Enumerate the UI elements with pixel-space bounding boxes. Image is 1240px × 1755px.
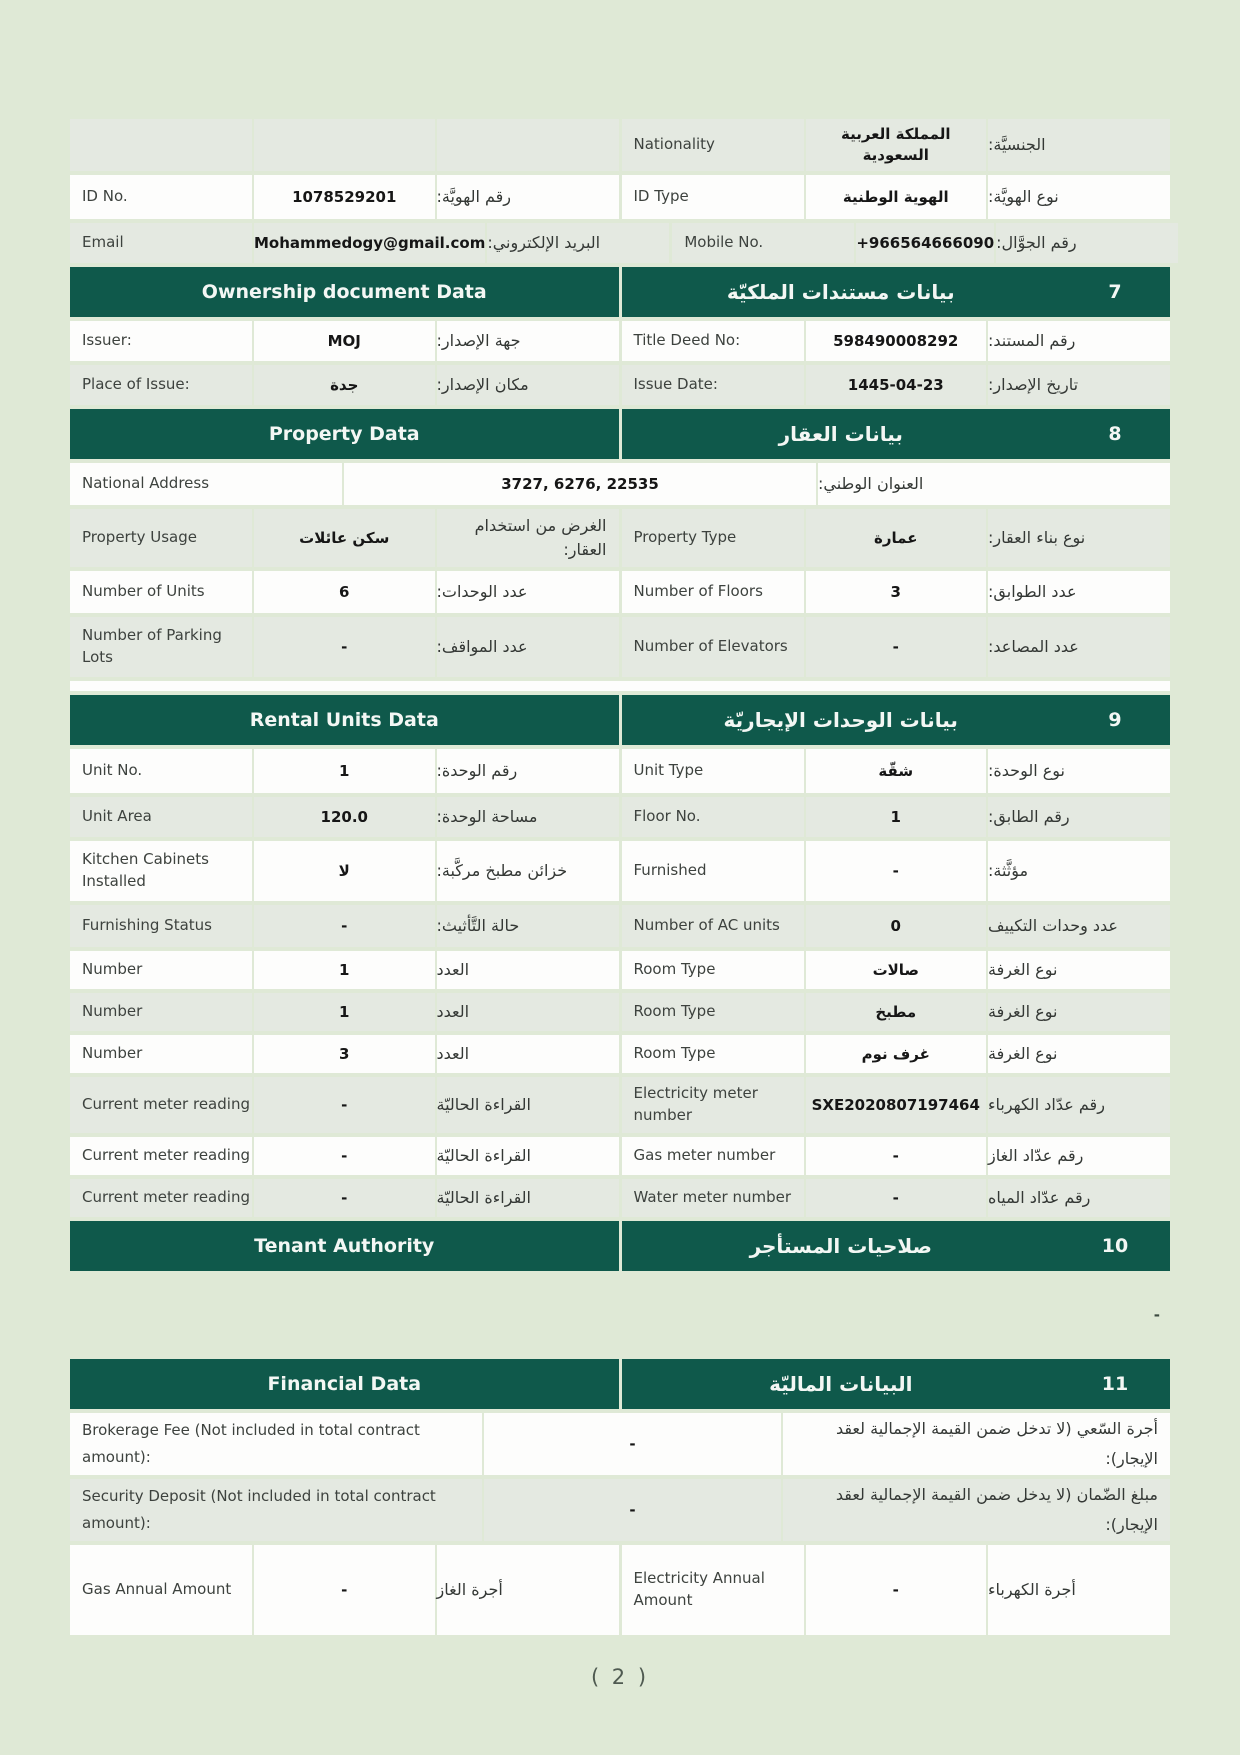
value: صالات <box>806 951 987 989</box>
label-en: Gas meter number <box>622 1137 804 1175</box>
section-title-en: Rental Units Data <box>249 709 439 731</box>
section-title-ar: بيانات العقار <box>778 422 903 446</box>
row-brokerage-fee <box>70 1413 1170 1475</box>
row-national-address <box>70 463 1170 505</box>
label-ar: الجنسيَّة: <box>988 119 1170 171</box>
value: - <box>254 1179 435 1217</box>
value: - <box>254 905 435 947</box>
row-room-kitchen <box>70 993 1170 1031</box>
label-en: Number of Parking Lots <box>70 617 252 677</box>
row-right-half <box>622 321 1171 361</box>
label-en: Nationality <box>622 119 804 171</box>
label-en: Brokerage Fee (Not included in total contract amount): <box>70 1413 482 1475</box>
section-header-left <box>70 409 619 459</box>
label-ar: العنوان الوطني: <box>818 463 1170 505</box>
value: - <box>254 1077 435 1133</box>
label-ar: رقم الطابق: <box>988 797 1170 837</box>
row-left-half <box>70 1137 619 1175</box>
section-title-ar: صلاحيات المستأجر <box>749 1234 932 1258</box>
label-ar: مؤثَّثة: <box>988 841 1170 901</box>
value: - <box>254 1137 435 1175</box>
row-id <box>70 175 1170 219</box>
label-ar: القراءة الحاليّة <box>437 1137 619 1175</box>
row-right-half <box>622 905 1171 947</box>
label-ar: رقم عدّاد المياه <box>988 1179 1170 1217</box>
label-en: Unit Area <box>70 797 252 837</box>
row-right-half <box>622 509 1171 567</box>
row-issuer <box>70 321 1170 361</box>
row-right-half <box>622 571 1171 613</box>
label-en: Issue Date: <box>622 365 804 405</box>
label-ar: القراءة الحاليّة <box>437 1179 619 1217</box>
section-number: 9 <box>1108 709 1122 731</box>
row-room-halls <box>70 951 1170 989</box>
row-right-half <box>622 1035 1171 1073</box>
label-en: Unit No. <box>70 749 252 793</box>
label-ar: عدد الطوابق: <box>988 571 1170 613</box>
row-left-half <box>70 1545 619 1635</box>
label-en: Property Usage <box>70 509 252 567</box>
value <box>254 119 435 171</box>
label-ar: الغرض من استخدام العقار: <box>437 509 619 567</box>
value: مطبخ <box>806 993 987 1031</box>
row-left-half <box>70 175 619 219</box>
row-left-half <box>70 365 619 405</box>
label-en: Water meter number <box>622 1179 804 1217</box>
section-header-financial <box>70 1359 1170 1409</box>
row-left-half <box>70 509 619 567</box>
row-left-half <box>70 1035 619 1073</box>
label-en: Room Type <box>622 1035 804 1073</box>
section-header-right <box>622 267 1171 317</box>
label-en: Furnished <box>622 841 804 901</box>
label-en: Email <box>70 223 252 263</box>
label-ar: أجرة الغاز <box>437 1545 619 1635</box>
row-right-half <box>622 365 1171 405</box>
value: لا <box>254 841 435 901</box>
value: - <box>806 1545 987 1635</box>
row-right-half <box>622 1077 1171 1133</box>
row-units-floors <box>70 571 1170 613</box>
label-ar: رقم المستند: <box>988 321 1170 361</box>
label-en: Room Type <box>622 951 804 989</box>
value: جدة <box>254 365 435 405</box>
section-header-rental-units <box>70 695 1170 745</box>
value: 1 <box>254 951 435 989</box>
label-ar: رقم الجوَّال: <box>996 223 1178 263</box>
value: شقّة <box>806 749 987 793</box>
label-ar: البريد الإلكتروني: <box>487 223 669 263</box>
value: 3 <box>806 571 987 613</box>
row-left-half <box>70 797 619 837</box>
section-header-left <box>70 1359 619 1409</box>
section-header-right <box>622 1221 1171 1271</box>
label-en: Place of Issue: <box>70 365 252 405</box>
label-ar: العدد <box>437 993 619 1031</box>
label-en: Security Deposit (Not included in total contract amount): <box>70 1479 482 1541</box>
value: - <box>806 617 987 677</box>
row-right-half <box>622 1137 1171 1175</box>
row-left-half <box>70 617 619 677</box>
label-ar: نوع الهويَّة: <box>988 175 1170 219</box>
section-header-left <box>70 1221 619 1271</box>
value: عمارة <box>806 509 987 567</box>
label-en: Floor No. <box>622 797 804 837</box>
row-gas-meter <box>70 1137 1170 1175</box>
section-header-left <box>70 695 619 745</box>
row-area-floor <box>70 797 1170 837</box>
label-en: Mobile No. <box>672 223 854 263</box>
section-title-en: Ownership document Data <box>201 281 487 303</box>
row-right-half <box>622 951 1171 989</box>
row-nationality <box>70 119 1170 171</box>
row-kitchen-furnished <box>70 841 1170 901</box>
section-header-tenant-authority <box>70 1221 1170 1271</box>
value: 1 <box>254 749 435 793</box>
row-furnishing-ac <box>70 905 1170 947</box>
value: - <box>806 1137 987 1175</box>
value: المملكة العربية السعودية <box>806 119 987 171</box>
label-en: Electricity meter number <box>622 1077 804 1133</box>
label-en: ID No. <box>70 175 252 219</box>
row-contact <box>70 223 1170 263</box>
label-en: Title Deed No: <box>622 321 804 361</box>
row-left-half <box>70 321 619 361</box>
value: 1 <box>254 993 435 1031</box>
section-header-property <box>70 409 1170 459</box>
label-ar <box>437 119 619 171</box>
label-en: ID Type <box>622 175 804 219</box>
label-ar: عدد المصاعد: <box>988 617 1170 677</box>
row-right-half <box>622 797 1171 837</box>
label-ar: نوع الغرفة <box>988 1035 1170 1073</box>
tenant-authority-value: - <box>1153 1306 1160 1324</box>
label-ar: خزائن مطبخ مركَّبة: <box>437 841 619 901</box>
row-left-half <box>70 571 619 613</box>
row-room-bedrooms <box>70 1035 1170 1073</box>
label-ar: نوع بناء العقار: <box>988 509 1170 567</box>
value: 120.0 <box>254 797 435 837</box>
label-en: Number <box>70 993 252 1031</box>
page-number: ( 2 ) <box>590 1665 650 1689</box>
section-number: 8 <box>1108 423 1122 445</box>
value: غرف نوم <box>806 1035 987 1073</box>
row-right-half <box>622 617 1171 677</box>
label-ar: حالة التَّأثيث: <box>437 905 619 947</box>
section-number: 11 <box>1101 1373 1129 1395</box>
value: الهوية الوطنية <box>806 175 987 219</box>
row-right-half <box>622 993 1171 1031</box>
row-property-usage-type <box>70 509 1170 567</box>
row-left-half <box>70 905 619 947</box>
label-ar: أجرة السّعي (لا تدخل ضمن القيمة الإجمالية لعقد الإيجار): <box>783 1413 1170 1475</box>
row-right-half <box>672 223 1178 263</box>
row-issue-place-date <box>70 365 1170 405</box>
value: MOJ <box>254 321 435 361</box>
label-en: Number of AC units <box>622 905 804 947</box>
value: 1445-04-23 <box>806 365 987 405</box>
label-en: Current meter reading <box>70 1137 252 1175</box>
label-en: Property Type <box>622 509 804 567</box>
row-right-half <box>622 1179 1171 1217</box>
value: 3727, 6276, 22535 <box>344 463 816 505</box>
section-header-ownership <box>70 267 1170 317</box>
row-unit-no-type <box>70 749 1170 793</box>
label-ar: مكان الإصدار: <box>437 365 619 405</box>
row-security-deposit <box>70 1479 1170 1541</box>
row-annual-amounts <box>70 1545 1170 1635</box>
row-right-half <box>622 749 1171 793</box>
label-ar: القراءة الحاليّة <box>437 1077 619 1133</box>
section-title-ar: البيانات الماليّة <box>769 1372 913 1396</box>
label-en: National Address <box>70 463 342 505</box>
label-ar: نوع الغرفة <box>988 951 1170 989</box>
row-left-half <box>70 1077 619 1133</box>
label-ar: رقم الهويَّة: <box>437 175 619 219</box>
section-title-en: Financial Data <box>267 1373 422 1395</box>
section-header-right <box>622 409 1171 459</box>
value: - <box>254 1545 435 1635</box>
row-parking-elevators <box>70 617 1170 677</box>
row-left-half <box>70 993 619 1031</box>
label-en: Number of Units <box>70 571 252 613</box>
value: Mohammedogy@gmail.com <box>254 223 485 263</box>
label-en: Issuer: <box>70 321 252 361</box>
label-en: Current meter reading <box>70 1179 252 1217</box>
label-ar: نوع الوحدة: <box>988 749 1170 793</box>
label-ar: أجرة الكهرباء <box>988 1545 1170 1635</box>
label-en: Gas Annual Amount <box>70 1545 252 1635</box>
row-left-half <box>70 223 669 263</box>
label-en: Unit Type <box>622 749 804 793</box>
row-left-half <box>70 119 619 171</box>
label-en: Current meter reading <box>70 1077 252 1133</box>
row-left-half <box>70 841 619 901</box>
label-ar: مبلغ الضّمان (لا يدخل ضمن القيمة الإجمالية لعقد الإيجار): <box>783 1479 1170 1541</box>
section-title-ar: بيانات الوحدات الإيجاريّة <box>723 708 958 732</box>
row-left-half <box>70 749 619 793</box>
value: +966564666090 <box>856 223 994 263</box>
label-ar: عدد المواقف: <box>437 617 619 677</box>
label-ar: تاريخ الإصدار: <box>988 365 1170 405</box>
section-number: 10 <box>1101 1235 1129 1257</box>
row-right-half <box>622 841 1171 901</box>
value: 0 <box>806 905 987 947</box>
value: سكن عائلات <box>254 509 435 567</box>
label-en: Number <box>70 951 252 989</box>
label-ar: العدد <box>437 951 619 989</box>
row-electricity-meter <box>70 1077 1170 1133</box>
contract-table <box>70 0 1170 1689</box>
section-header-right <box>622 695 1171 745</box>
label-en: Number of Elevators <box>622 617 804 677</box>
row-water-meter <box>70 1179 1170 1217</box>
value: - <box>806 1179 987 1217</box>
label-ar: عدد وحدات التكييف <box>988 905 1170 947</box>
row-right-half <box>622 119 1171 171</box>
label-en: Furnishing Status <box>70 905 252 947</box>
label-ar: رقم عدّاد الغاز <box>988 1137 1170 1175</box>
label-en: Number <box>70 1035 252 1073</box>
section-title-ar: بيانات مستندات الملكيّة <box>726 280 955 304</box>
label-en: Room Type <box>622 993 804 1031</box>
value: 598490008292 <box>806 321 987 361</box>
label-en: Electricity Annual Amount <box>622 1545 804 1635</box>
label-ar: جهة الإصدار: <box>437 321 619 361</box>
value: 1078529201 <box>254 175 435 219</box>
value: 1 <box>806 797 987 837</box>
label-ar: عدد الوحدات: <box>437 571 619 613</box>
section-header-right <box>622 1359 1171 1409</box>
value: - <box>484 1479 781 1541</box>
section-header-left <box>70 267 619 317</box>
row-left-half <box>70 1179 619 1217</box>
row-right-half <box>622 175 1171 219</box>
label-en: Kitchen Cabinets Installed <box>70 841 252 901</box>
section-number: 7 <box>1108 281 1122 303</box>
label-en <box>70 119 252 171</box>
label-ar: رقم الوحدة: <box>437 749 619 793</box>
row-left-half <box>70 951 619 989</box>
label-en: Number of Floors <box>622 571 804 613</box>
row-right-half <box>622 1545 1171 1635</box>
label-ar: رقم عدّاد الكهرباء <box>988 1077 1170 1133</box>
value: 6 <box>254 571 435 613</box>
label-ar: مساحة الوحدة: <box>437 797 619 837</box>
value: - <box>484 1413 781 1475</box>
spacer <box>70 681 1170 691</box>
value: - <box>254 617 435 677</box>
label-ar: نوع الغرفة <box>988 993 1170 1031</box>
label-ar: العدد <box>437 1035 619 1073</box>
section-title-en: Property Data <box>268 423 420 445</box>
value: SXE2020807197464 <box>806 1077 987 1133</box>
value: 3 <box>254 1035 435 1073</box>
section-title-en: Tenant Authority <box>254 1235 435 1257</box>
value: - <box>806 841 987 901</box>
